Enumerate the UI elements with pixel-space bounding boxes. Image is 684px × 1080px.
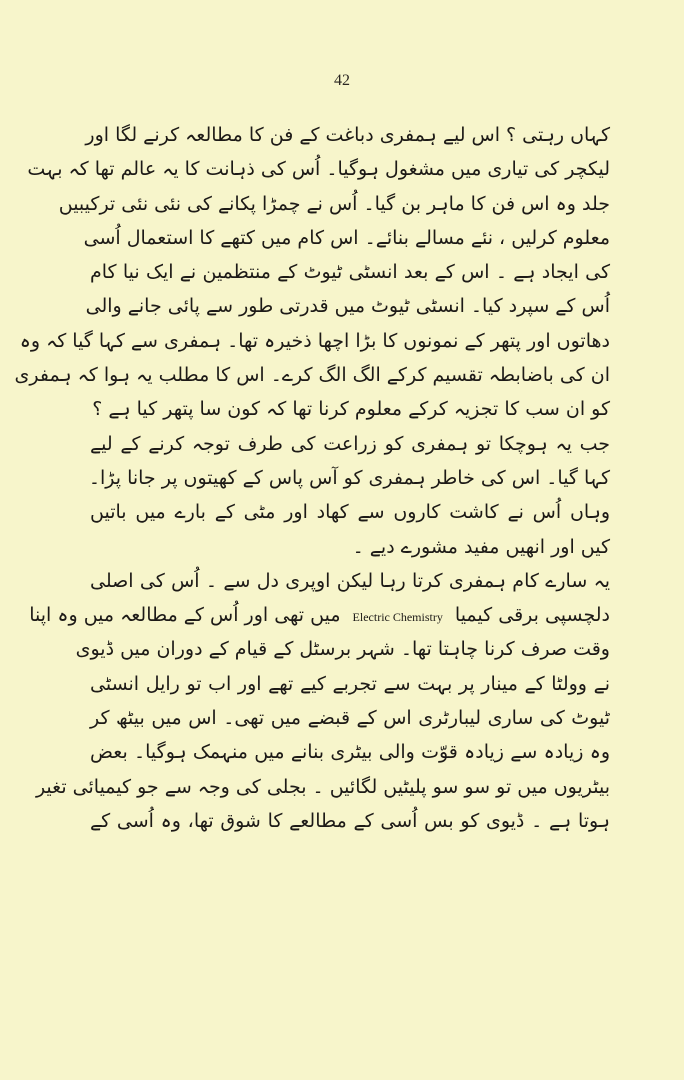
text-line-15-end: میں تھی اور اُس کے مطالعہ میں وہ اپنا [29, 604, 341, 627]
text-line-21: ہوتا ہے ۔ ڈیوی کو بس اُسی کے مطالعے کا شوق تھا، وہ اُسی کے [90, 809, 610, 832]
text-line-9: کو ان سب کا تجزیہ کرکے معلوم کرنا تھا کہ کون سا پتھر کیا ہے ؟ [92, 398, 610, 421]
text-line-4: معلوم کرلیں ، نئے مسالے بنائے۔ اس کام میں کتھے کا استعمال اُسی [83, 226, 610, 249]
text-line-5: کی ایجاد ہے ۔ اس کے بعد انسٹی ٹیوٹ کے منتظمین نے ایک نیا کام [90, 261, 610, 284]
text-line-19: وہ زیادہ سے زیادہ قوّت والی بیٹری بنانے میں منہمک ہوگیا۔ بعض [90, 741, 610, 764]
text-line-15-start: دلچسپی برقی کیمیا [454, 604, 610, 627]
text-line-12: وہاں اُس نے کاشت کاروں سے کھاد اور مٹی کے بارے میں باتیں [90, 501, 610, 524]
urdu-text-body [14, 118, 610, 838]
text-line-18: ٹیوٹ کی ساری لیبارٹری اس کے قبضے میں تھی۔ اس میں بیٹھ کر [90, 707, 610, 730]
text-line-17: نے وولٹا کے مینار پر بہت سے تجربے کیے تھے اور اب تو رایل انسٹی [90, 672, 610, 695]
text-line-16: وقت صرف کرنا چاہتا تھا۔ شہر برسٹل کے قیام کے دوران میں ڈیوی [75, 638, 610, 661]
text-line-3: جلد وہ اس فن کا ماہر بن گیا۔ اُس نے چمڑا پکانے کی نئی نئی ترکیبیں [58, 192, 610, 215]
text-line-1: کہاں رہتی ؟ اس لیے ہمفری دباغت کے فن کا مطالعہ کرنے لگا اور [85, 124, 610, 146]
text-line-2: لیکچر کی تیاری میں مشغول ہوگیا۔ اُس کی ذہانت کا یہ عالم تھا کہ بہت [27, 158, 610, 181]
text-line-7: دھاتوں اور پتھر کے نمونوں کا بڑا اچھا ذخیرہ تھا۔ ہمفری سے کہا گیا کہ وہ [19, 329, 610, 352]
page-number: 42 [334, 72, 350, 89]
text-line-14: یہ سارے کام ہمفری کرتا رہا لیکن اوپری دل سے ۔ اُس کی اصلی [90, 569, 610, 592]
text-line-20: بیٹریوں میں تو سو سو پلیٹیں لگائیں ۔ بجلی کی وجہ سے جو کیمیائی تغیر [35, 775, 610, 798]
text-line-8: ان کی باضابطہ تقسیم کرکے الگ الگ کرے۔ اس کا مطلب یہ ہوا کہ ہمفری [14, 364, 610, 387]
text-line-13: کیں اور انھیں مفید مشورے دیے ۔ [352, 535, 610, 558]
electric-chemistry-term: Electric Chemistry [352, 610, 443, 625]
text-line-15 [29, 598, 610, 632]
text-line-10: جب یہ ہوچکا تو ہمفری کو زراعت کی طرف توجہ کرنے کے لیے [90, 432, 610, 455]
text-line-11: کہا گیا۔ اس کی خاطر ہمفری کو آس پاس کے کھیتوں پر جانا پڑا۔ [88, 466, 610, 489]
text-line-6: اُس کے سپرد کیا۔ انسٹی ٹیوٹ میں قدرتی طور سے پائی جانے والی [85, 295, 610, 318]
